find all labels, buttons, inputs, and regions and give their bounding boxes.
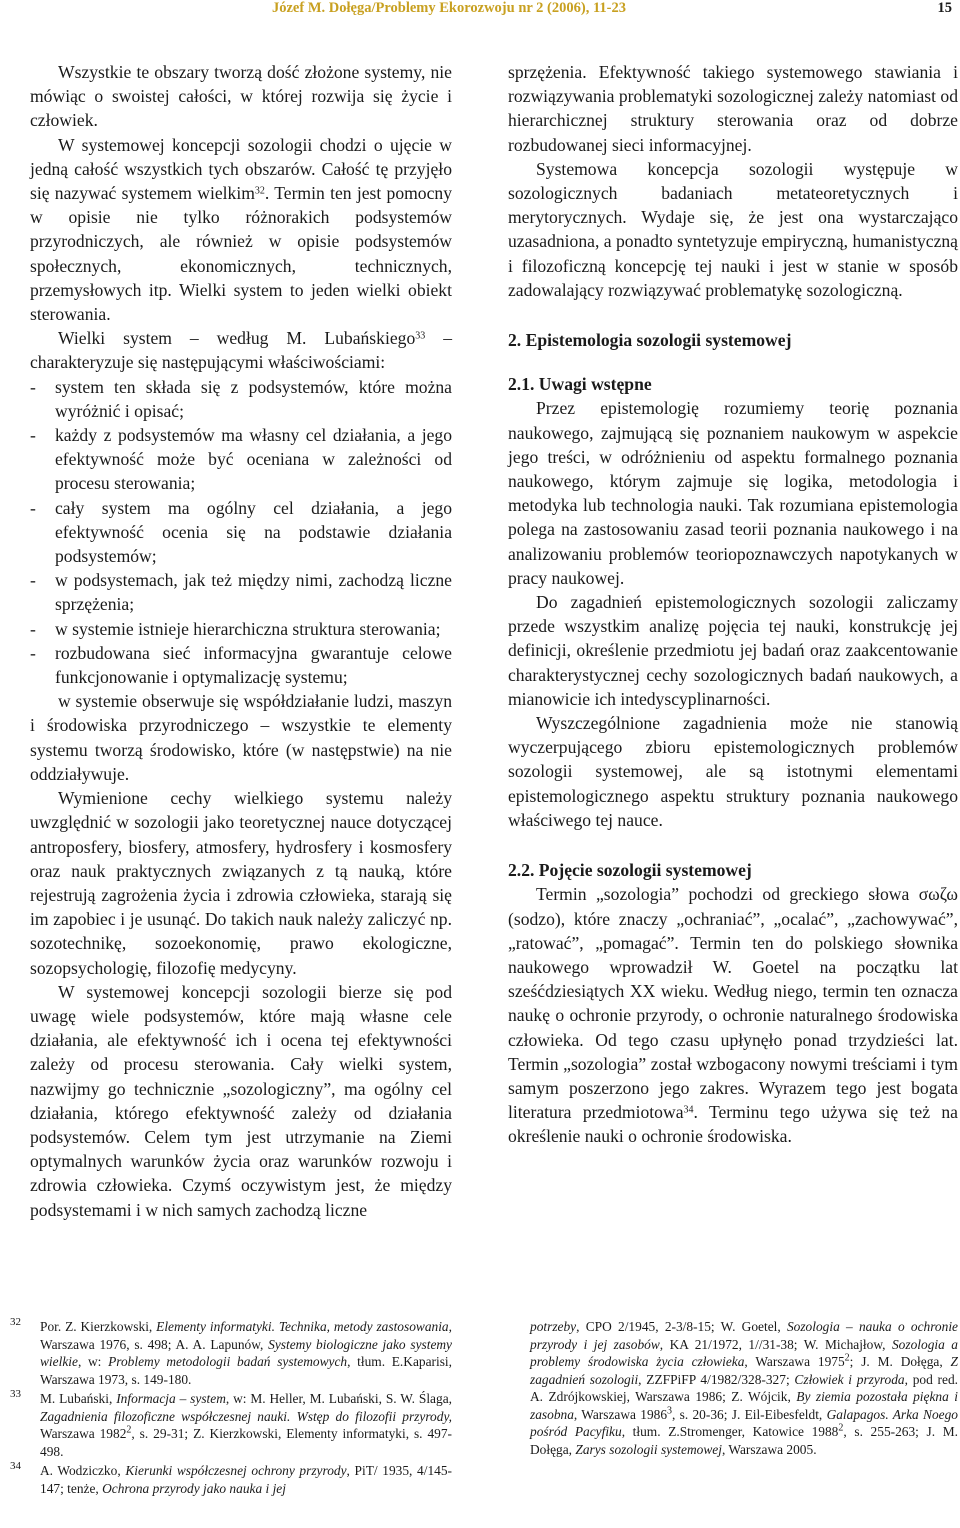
footnote-title: potrzeby <box>530 1319 577 1334</box>
footnote-text: , s. 29-31; Z. Kierzkowski, Elementy informatyki, s. 497-498. <box>40 1426 453 1459</box>
subsection-heading: 2.2. Pojęcie sozologii systemowej <box>508 860 752 881</box>
footnote-title: Z zagadnień sozologii <box>530 1354 958 1387</box>
footnote-title: Systemy biologiczne jako systemy wielkie <box>40 1336 452 1369</box>
footnote-text: , ZZFPiFP 4/1982/328-327; <box>638 1371 795 1387</box>
footnote-text: A. Wodziczko, <box>40 1463 126 1478</box>
paragraph: Do zagadnień epistemologicznych sozologii zaliczamy przede wszystkim analizę pojęcia tej nauki, konstrukcję jej definicji, określenie przedmiotu jej badań oraz zaakcentowanie charakterystycznej cechy sozologicznych badań naukowych, a mianowicie ich intedyscyplinarności. <box>508 592 958 709</box>
paragraph: Wyszczególnione zagadnienia może nie stanowią wyczerpującego zbioru epistemologicznych problemów sozologii systemowej, ale są istotnymi elementami epistemologicznego aspektu struktury poznania naukowego właściwego tej nauce. <box>508 713 958 830</box>
footnote-ref-33[interactable]: 33 <box>415 330 426 342</box>
paragraph: w systemie obserwuje się współdziałanie ludzi, maszyn i środowiska przyrodniczego – wszystkie te elementy systemu tworzą środowisko, które (w następstwie) na nie oddziaływuje. <box>30 691 452 784</box>
list-item: - każdy z podsystemów ma własny cel działania, a jego efektywność może być oceniana w zależności od procesu sterowania; <box>30 423 452 496</box>
footnote-text: M. Lubański, <box>40 1391 117 1406</box>
footnote-text: Por. Z. Kierzkowski, <box>40 1319 157 1334</box>
running-title: Józef M. Dołęga/Problemy Ekorozwoju nr 2 (2006), 11-23 <box>272 0 626 16</box>
subsection-heading: 2.1. Uwagi wstępne <box>508 374 652 395</box>
footnote-number: 32 <box>10 1316 21 1328</box>
edition-superscript: 2 <box>844 1352 850 1364</box>
footnote-34 <box>10 1462 452 1497</box>
right-column <box>508 60 958 1149</box>
footnote-title: Problemy metodologii badań systemowych <box>108 1354 348 1369</box>
paragraph-text: Termin „sozologia” pochodzi od greckiego słowa σωζω (sodzo), które znaczy „ochraniać”, „ocalać”, „zachowywać”, „ratować”, „pomagać”. Termin ten do polskiego słownika naukowego wprowadził W. Goetel na początku lat sześćdziesiątych XX wieku. Według niego, termin ten oznacza naukę o ochronie przyrody, o ochronie naturalnego środowiska człowieka. Od tego czasu upłynęło ponad trzydzieści lat. Termin „sozologia” został wzbogacony nowymi treściami i tym samym poszerzono jego zakres. Wyrazem tego jest bogata literatura przedmiotowa <box>508 884 958 1123</box>
footnote-title: Kierunki współczesnej ochrony przyrody <box>125 1463 347 1478</box>
edition-superscript: 3 <box>667 1405 673 1416</box>
footnote-text: ; J. M. Dołęga, <box>849 1354 951 1369</box>
list-item: - system ten składa się z podsystemów, które można wyróżnić i opisać; <box>30 375 452 423</box>
paragraph: W systemowej koncepcji sozologii bierze się pod uwagę wiele podsystemów, które mają własne cele działania, ale efektywność ich i ocena tej efektywności zależy od procesu sterowania. Cały wielki system, nazwijmy go technicznie „sozologiczny”, ma ogólny cel działania, którego efektywność zależy od działania podsystemów. Celem tym jest utrzymanie na Ziemi optymalnych warunków życia oraz warunków rozwoju i zdrowia człowieka. Czymś oczywistym jest, że między podsystemami i w nich samych zachodzą liczne <box>30 981 452 1220</box>
footnote-title: Sozologia – nauka o ochronie przyrody i jej zasobów <box>530 1319 958 1352</box>
paragraph: Przez epistemologię rozumiemy teorię poznania naukowego, zajmującą się poznaniem naukowym w aspekcie jego treści, w odróżnieniu od aspektu formalnego poznania naukowego, którym zajmuje się logika, metodologia i metodyka lub technologia nauki. Tak rozumiana epistemologia polega na zastosowaniu zasad teorii poznania naukowego i na analizowaniu problemów teoriopoznawczych napotykanych w pracy naukowej. <box>508 398 958 588</box>
paragraph <box>30 133 452 327</box>
footnote-title: Zagadnienia filozoficzne współczesnej nauki. Wstęp do filozofii przyrody, <box>40 1408 452 1424</box>
footnote-title: Elementy informatyki. Technika, metody zastosowania <box>156 1319 449 1334</box>
paragraph <box>30 326 452 374</box>
footnote-ref-32[interactable]: 32 <box>254 185 265 197</box>
footnote-32 <box>10 1318 452 1388</box>
footnote-title: Sozologia a problemy środowiska życia człowieka <box>530 1336 958 1369</box>
footnote-title: Galapagos. Arka Noego pośród Pacyfiku <box>530 1406 958 1439</box>
paragraph <box>508 882 958 1148</box>
list-item: - w systemie istnieje hierarchiczna struktura sterowania; <box>30 617 452 641</box>
footnote-ref-34[interactable]: 34 <box>683 1104 694 1116</box>
footnote-text: , Warszawa 1986 <box>573 1406 668 1422</box>
footnote-text: , Warszawa 1976, s. 498; A. A. Lapunów, <box>40 1319 452 1352</box>
footnote-text: , s. 20-36; J. Eil-Eibesfeldt, <box>672 1406 827 1422</box>
footnote-text: , Warszawa 1975 <box>744 1354 845 1369</box>
footnote-title: By ziemia pozostała piękna i zasobna <box>530 1389 958 1422</box>
paragraph: Wszystkie te obszary tworzą dość złożone systemy, nie mówiąc o swoistej całości, w której rozwija się życie i człowiek. <box>30 62 452 131</box>
page-number: 15 <box>937 0 952 16</box>
footnote-text: , w: <box>77 1354 109 1369</box>
footnote-number: 34 <box>10 1460 21 1472</box>
paragraph: sprzężenia. Efektywność takiego systemowego stawiania i rozwiązywania problematyki sozologicznej zależy natomiast od hierarchicznej struktury sterowania oraz od dobrze rozbudowanej sieci informacyjnej. <box>508 62 958 155</box>
edition-superscript: 2 <box>838 1422 844 1434</box>
footnote-text: , Warszawa 2005. <box>721 1441 817 1457</box>
footnote-text: , CPO 2/1945, 2-3/8-15; W. Goetel, <box>576 1319 787 1334</box>
footnote-text: , PiT/ 1935, 4/145-147; tenże, <box>40 1463 452 1496</box>
footnotes-right <box>530 1318 958 1458</box>
footnote-33 <box>10 1390 452 1460</box>
footnote-text: , tłum. E.Kaparisi, Warszawa 1973, s. 149-180. <box>40 1354 452 1387</box>
paragraph: Wymienione cechy wielkiego systemu należy uwzględnić w sozologii jako teoretycznej nauce dotyczącej antroposfery, biosfery, atmosfery, hydrosfery i kosmosfery oraz nauk praktycznych związanych z tą nauką, które rejestrują zagrożenia życia i zdrowia człowieka, starają się im zapobiec i je usunąć. Do takich nauk należy zaliczyć np. sozotechnikę, sozoekonomię, prawo ekologiczne, sozopsychologię, filozofię medycyny. <box>30 788 452 978</box>
footnote-text: , w: M. Heller, M. Lubański, S. W. Ślaga, <box>225 1391 452 1406</box>
footnote-title: Zarys sozologii systemowej <box>575 1441 722 1457</box>
paragraph-text: . Termin ten jest pomocny w opisie nie tylko różnorakich podsystemów przyrodniczych, ale również w opisie podsystemów społecznych, ekonomicznych, technicznych, przemysłowych itp. Wielki system to jeden wielki obiekt sterowania. <box>30 183 452 325</box>
paragraph-text: Wielki system – według M. Lubańskiego <box>58 328 416 349</box>
footnote-text: Warszawa 1982 <box>40 1426 127 1441</box>
paragraph-text: . Terminu tego używa się też na określenie nauki o ochronie środowiska. <box>508 1102 958 1147</box>
footnote-text: , s. 255-263; J. M. Dołęga, <box>530 1424 958 1457</box>
footnote-text: , pod red. A. Zdrójkowskiej, Warszawa 1986; Z. Wójcik, <box>530 1371 958 1404</box>
footnote-34-continued <box>530 1318 958 1458</box>
footnote-title: Ochrona przyrody jako nauka i jej <box>102 1480 286 1496</box>
footnotes-left <box>10 1318 452 1497</box>
paragraph: Systemowa koncepcja sozologii występuje w sozologicznych badaniach metateoretycznych i merytorycznych. Wydaje się, że jest ona wystarczająco uzasadniona, a ponadto syntetyzuje empiryczną, humanistyczną i filozoficzną koncepcję tej nauki i jest w stanie w sposób zadowalający rozwiązywać problematykę sozologiczną. <box>508 158 958 300</box>
left-column <box>30 60 452 1222</box>
list-item: - rozbudowana sieć informacyjna gwarantuje celowe funkcjonowanie i optymalizację systemu; <box>30 641 452 689</box>
running-head <box>0 0 960 22</box>
list-item: - w podsystemach, jak też między nimi, zachodzą liczne sprzężenia; <box>30 568 452 616</box>
footnote-title: Człowiek i przyroda <box>794 1371 905 1387</box>
footnote-number: 33 <box>10 1388 21 1400</box>
footnote-title: Informacja – system <box>116 1391 226 1406</box>
footnote-text: , KA 21/1972, 1//31-38; W. Michajłow, <box>659 1336 892 1352</box>
section-heading: 2. Epistemologia sozologii systemowej <box>508 330 792 351</box>
paragraph-text: W systemowej koncepcji sozologii chodzi o ujęcie w jedną całość wszystkich tych obszarów. Całość tę przyjęło się nazywać systemem wielkim <box>30 134 452 204</box>
footnote-text: , tłum. Z.Stromenger, Katowice 1988 <box>621 1424 839 1439</box>
edition-superscript: 2 <box>126 1424 132 1436</box>
list-item: - cały system ma ogólny cel działania, a jego efektywność ocenia się na podstawie działania podsystemów; <box>30 496 452 569</box>
paragraph-text: – charakteryzuje się następującymi właściwościami: <box>30 328 452 373</box>
